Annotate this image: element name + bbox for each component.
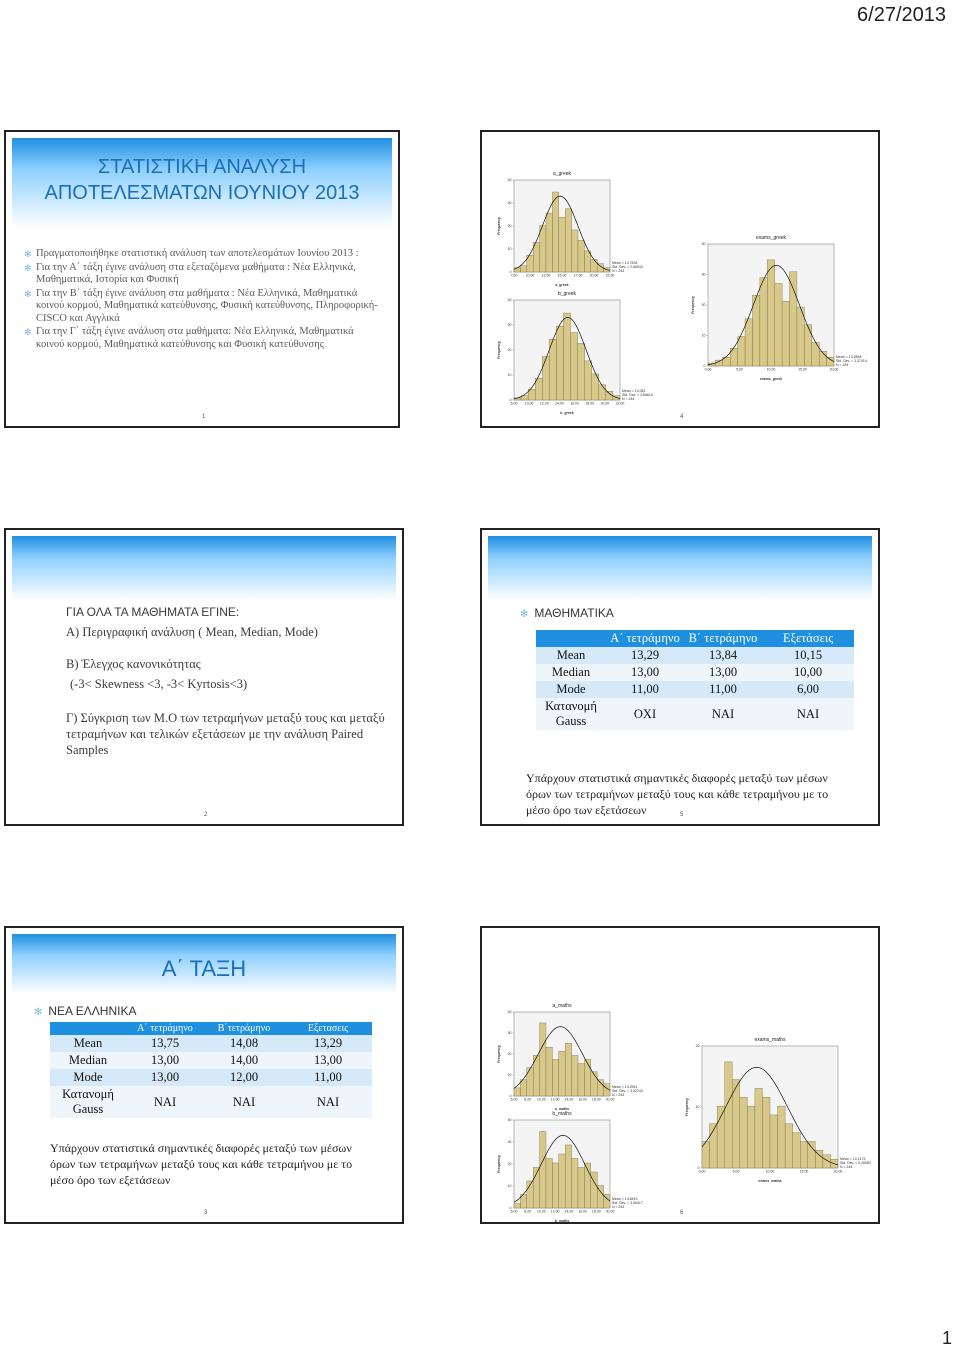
y-tick-label: 30 — [701, 272, 706, 277]
y-tick-label: 10 — [507, 1073, 512, 1078]
y-tick-label: 40 — [507, 298, 512, 303]
x-tick-label: 20,00 — [829, 367, 839, 372]
slide-number: 1 — [202, 414, 206, 420]
stats-text: Mean = 14,082 — [622, 389, 646, 393]
slide-1-title — [6, 154, 398, 206]
x-tick-label: 14,00 — [564, 1209, 574, 1214]
y-tick-label: 30 — [507, 1031, 512, 1036]
chart-title: a_greek — [552, 171, 572, 177]
stats-text: Std. Dev. = 3,37414 — [836, 359, 867, 363]
histogram-bar — [762, 1097, 770, 1168]
x-tick-label: 10,00 — [537, 1097, 546, 1102]
table-cell: 12,00 — [204, 1069, 284, 1086]
y-tick-label: 40 — [507, 1010, 512, 1015]
histogram-bar — [572, 230, 578, 272]
y-tick-label: 30 — [507, 1140, 512, 1145]
histogram-bar — [790, 272, 797, 366]
table-cell: 11,00 — [606, 681, 684, 698]
histogram-bar — [520, 266, 526, 272]
table-cell: 13,00 — [684, 664, 762, 681]
table-row — [536, 647, 854, 664]
y-tick-label: 0 — [509, 1206, 512, 1211]
histogram-a-maths — [494, 1000, 644, 1112]
x-tick-label: 16,00 — [578, 1209, 587, 1214]
y-tick-label: 30 — [507, 201, 512, 206]
histogram-bar — [827, 357, 834, 366]
chart-title: b_maths — [552, 1111, 572, 1117]
x-tick-label: 7,50 — [510, 273, 518, 278]
histogram-bar — [514, 1203, 520, 1208]
table-cell: ΝΑΙ — [762, 698, 854, 730]
histogram-bar — [514, 268, 520, 272]
histogram-bar — [585, 361, 592, 400]
histogram-bar — [514, 1088, 520, 1096]
y-tick-label: 10 — [695, 1105, 700, 1110]
stats-text: Std. Dev. = 2,66616 — [622, 393, 653, 397]
table-header-cell: Β΄ τετράμηνο — [684, 630, 762, 647]
histogram-bar — [563, 313, 570, 400]
histogram-bar — [578, 240, 584, 272]
histogram-bar — [745, 319, 752, 366]
stats-text: N = 244 — [612, 269, 625, 273]
histogram-bar — [591, 1072, 597, 1096]
histogram-bar — [591, 259, 597, 272]
histogram-bar — [552, 192, 558, 272]
table-cell: 14,00 — [204, 1052, 284, 1069]
slide-5-conclusion: Υπάρχουν στατιστικά σημαντικές διαφορές μεταξύ των μέσων όρων των τετραμήνων μεταξύ τους και κάθε τετραμήνου με το μέσο όρο των εξετάσεων — [526, 771, 829, 817]
slide-6 — [480, 926, 880, 1224]
x-tick-label: 12,50 — [541, 273, 551, 278]
bullet-star-icon: ✻ — [520, 609, 529, 620]
histogram-bar — [572, 1055, 578, 1096]
x-tick-label: 5,00 — [736, 367, 743, 372]
x-tick-label: 15,00 — [798, 367, 807, 372]
slide-3-conclusion: Υπάρχουν στατιστικά σημαντικές διαφορές μεταξύ των μέσων όρων των τετραμήνων μεταξύ τους και κάθε τετραμήνου με το μέσο όρο των εξετάσεων — [50, 1141, 353, 1187]
y-tick-label: 40 — [507, 178, 512, 183]
table-row — [50, 1086, 372, 1118]
histogram-bar — [819, 351, 826, 366]
chart-title: a_maths — [552, 1003, 572, 1009]
stats-text: Mean = 10,1475 — [840, 1157, 866, 1161]
y-tick-label: 20 — [507, 1052, 512, 1057]
slide-2-line3: Β) Έλεγχος κανονικότητας — [66, 657, 201, 671]
x-axis-label: exams_maths — [758, 1179, 782, 1183]
histogram-bar — [546, 213, 552, 272]
table-header-cell: Α΄ τετράμηνο — [126, 1022, 204, 1035]
histogram-bar — [584, 251, 590, 272]
x-axis-label: a_maths — [554, 1107, 570, 1111]
header-date: 6/27/2013 — [857, 4, 946, 26]
subject-label: ΝΕΑ ΕΛΛΗΝΙΚΑ — [48, 1004, 137, 1018]
histogram-bar — [715, 360, 722, 366]
stats-text: Mean = 13,8443 — [612, 1197, 638, 1201]
y-axis-label: Frequency — [497, 341, 501, 359]
histogram-bar — [752, 295, 759, 366]
greek-stats-table — [50, 1022, 372, 1118]
stats-text: Std. Dev. = 3,56417 — [612, 1201, 643, 1205]
slide-1 — [4, 130, 400, 428]
histogram-bar — [556, 326, 563, 400]
table-header-cell: Εξετάσεις — [762, 630, 854, 647]
stats-text: N = 244 — [622, 397, 635, 401]
histogram-bar — [549, 339, 556, 400]
x-tick-label: 15,00 — [557, 273, 567, 278]
x-tick-label: 16,00 — [570, 401, 579, 406]
table-cell: 11,00 — [284, 1069, 372, 1086]
x-tick-label: 20,00 — [589, 273, 599, 278]
x-tick-label: 12,00 — [550, 1097, 560, 1102]
table-row — [536, 698, 854, 730]
x-tick-label: 5,00 — [732, 1169, 740, 1174]
y-tick-label: 20 — [507, 348, 512, 353]
histogram-bar — [793, 1133, 801, 1168]
slide-2-content — [66, 604, 394, 758]
x-tick-label: 10,00 — [766, 367, 776, 372]
histogram-bar — [738, 337, 745, 366]
histogram-bar — [546, 1158, 552, 1208]
histogram-bar — [578, 1167, 584, 1208]
histogram-bar — [559, 1154, 565, 1208]
bullet-item: ✻ Για την Α΄ τάξη έγινε ανάλυση στα εξεταζόμενα μαθήματα : Νέα Ελληνικά, Μαθηματικά, Ιστορία και Φυσική — [24, 262, 378, 287]
y-axis-label: Frequency — [497, 217, 501, 235]
histogram-bar — [760, 278, 767, 366]
table-header-cell: Β΄τετράμηνο — [204, 1022, 284, 1035]
x-tick-label: 14,00 — [564, 1097, 574, 1102]
bullet-star-icon: ✻ — [34, 1007, 43, 1018]
histogram-bar — [717, 1106, 725, 1168]
stats-text: Std. Dev. = 3,52244 — [612, 1089, 643, 1093]
slide-1-bullets — [24, 248, 378, 352]
y-tick-label: 0 — [703, 364, 706, 369]
table-cell: 14,08 — [204, 1035, 284, 1052]
histogram-b-maths — [494, 1108, 644, 1224]
table-cell: ΝΑΙ — [684, 698, 762, 730]
histogram-bar — [578, 1064, 584, 1096]
stats-text: Mean = 13,7534 — [612, 261, 638, 265]
histogram-bar — [804, 325, 811, 366]
slide-2-line1: ΓΙΑ ΟΛΑ ΤΑ ΜΑΘΗΜΑΤΑ ΕΓΙΝΕ: — [66, 605, 240, 619]
x-tick-label: 18,00 — [585, 401, 595, 406]
x-tick-label: 20,00 — [605, 1209, 615, 1214]
histogram-bar — [578, 343, 585, 400]
chart-title: b_greek — [557, 291, 577, 297]
x-tick-label: 0,00 — [704, 367, 712, 372]
table-cell: 6,00 — [762, 681, 854, 698]
x-tick-label: 10,00 — [765, 1169, 775, 1174]
histogram-bar — [808, 1141, 816, 1168]
y-axis-label: Frequency — [691, 296, 695, 314]
histogram-bar — [565, 209, 571, 272]
histogram-bar — [740, 1097, 748, 1168]
histogram-bar — [584, 1059, 590, 1096]
histogram-bar — [571, 333, 578, 400]
title-band — [488, 536, 872, 600]
stats-text: N = 244 — [612, 1205, 625, 1209]
table-cell: Κατανομή Gauss — [536, 698, 606, 730]
table-cell: 10,00 — [762, 664, 854, 681]
y-tick-label: 40 — [507, 1118, 512, 1123]
y-tick-label: 20 — [507, 224, 512, 229]
slide-2-line4: (-3< Skewness <3, -3< Kyrtosis<3) — [70, 677, 248, 691]
table-header-cell: Εξετασεις — [284, 1022, 372, 1035]
histogram-bar — [572, 1158, 578, 1208]
y-tick-label: 0 — [697, 1166, 700, 1171]
histogram-bar — [559, 1051, 565, 1096]
histogram-bar — [527, 1068, 533, 1096]
histogram-bar — [599, 385, 606, 400]
y-tick-label: 10 — [701, 333, 706, 338]
slide-5 — [480, 528, 880, 826]
x-tick-label: 14,00 — [555, 401, 564, 406]
histogram-bar — [755, 1088, 763, 1168]
x-tick-label: 22,00 — [615, 401, 625, 406]
histogram-bar — [725, 1062, 733, 1168]
y-tick-label: 0 — [509, 270, 512, 275]
subject-label: ΜΑΘΗΜΑΤΙΚΑ — [534, 606, 614, 620]
slide-3 — [4, 926, 404, 1224]
histogram-bar — [785, 1124, 793, 1168]
chart-title: exams_maths — [754, 1037, 786, 1043]
stats-text: N = 244 — [840, 1165, 853, 1169]
table-cell: ΝΑΙ — [126, 1086, 204, 1118]
histogram-bar — [747, 1106, 755, 1168]
table-cell: ΝΑΙ — [204, 1086, 284, 1118]
table-cell: Median — [50, 1052, 126, 1069]
table-row — [50, 1035, 372, 1052]
x-tick-label: 0,00 — [698, 1169, 706, 1174]
histogram-bar — [565, 1145, 571, 1208]
y-axis-label: Frequency — [497, 1045, 501, 1063]
histogram-bar — [552, 1163, 558, 1208]
slide-1-title-line2: ΑΠΟΤΕΛΕΣΜΑΤΩΝ ΙΟΥΝΙΟΥ 2013 — [44, 182, 360, 204]
histogram-exams-maths — [682, 1034, 872, 1184]
histogram-bar — [546, 1047, 552, 1096]
table-row — [536, 681, 854, 698]
slide-2-line5: Γ) Σύγκριση των Μ.Ο των τετραμήνων μεταξύ τους και μεταξύ τετραμήνων και τελικών εξετάσεων με την ανάλυση Paired Samples — [66, 711, 385, 757]
y-axis-label: Frequency — [685, 1098, 689, 1116]
bullet-item: ✻ Για την Β΄ τάξη έγινε ανάλυση στα μαθήματα : Νέα Ελληνικά, Μαθηματικά κοινού κορμού, Μαθηματικά κατεύθυνσης, Φυσική κατεύθυνσης, Πληροφορική-CISCO και Αγγλικά — [24, 288, 378, 326]
table-header-cell: Α΄ τετράμηνο — [606, 630, 684, 647]
stats-text: N = 244 — [836, 363, 849, 367]
histogram-a-greek — [494, 168, 644, 288]
histogram-bar — [540, 226, 546, 272]
y-tick-label: 30 — [507, 323, 512, 328]
table-header-cell — [50, 1022, 126, 1035]
table-cell: 13,00 — [126, 1052, 204, 1069]
histogram-bar — [540, 1131, 546, 1208]
x-tick-label: 18,00 — [591, 1097, 601, 1102]
stats-text: Mean = 13,2951 — [612, 1085, 638, 1089]
x-tick-label: 10,00 — [524, 401, 534, 406]
y-axis-label: Frequency — [497, 1155, 501, 1173]
table-cell: 10,15 — [762, 647, 854, 664]
bullet-item: ✻ Για την Γ΄ τάξη έγινε ανάλυση στα μαθήματα: Νέα Ελληνικά, Μαθηματικά κοινού κορμού, Μαθηματικά κατεύθυνσης και Φυσική κατεύθυνσης — [24, 326, 378, 351]
x-tick-label: 20,00 — [605, 1097, 615, 1102]
histogram-bar — [797, 307, 804, 366]
y-tick-label: 0 — [509, 398, 512, 403]
slide-2-line2: Α) Περιγραφική ανάλυση ( Mean, Median, Mode) — [66, 625, 318, 639]
y-tick-label: 20 — [701, 303, 706, 308]
slide-number: 6 — [680, 1210, 684, 1216]
histogram-bar — [535, 378, 542, 400]
x-tick-label: 8,00 — [524, 1209, 532, 1214]
histogram-bar — [520, 1080, 526, 1096]
table-cell: 13,84 — [684, 647, 762, 664]
histogram-bar — [565, 1043, 571, 1096]
histogram-bar — [775, 283, 782, 366]
table-row — [536, 664, 854, 681]
table-cell: 11,00 — [684, 681, 762, 698]
x-tick-label: 16,00 — [578, 1097, 587, 1102]
table-cell: Mean — [50, 1035, 126, 1052]
x-axis-label: exams_greek — [759, 377, 783, 381]
histogram-bar — [540, 1023, 546, 1096]
y-tick-label: 20 — [507, 1162, 512, 1167]
y-tick-label: 40 — [701, 242, 706, 247]
histogram-bar — [533, 243, 539, 272]
x-tick-label: 12,00 — [539, 401, 549, 406]
x-tick-label: 20,00 — [600, 401, 610, 406]
bullet-item: ✻ Πραγματοποιήθηκε στατιστική ανάλυση των αποτελεσμάτων Ιουνίου 2013 : — [24, 248, 378, 261]
table-header-row — [536, 630, 854, 647]
histogram-bar — [767, 260, 774, 366]
maths-stats-table — [536, 630, 854, 730]
stats-text: N = 244 — [612, 1093, 625, 1097]
x-axis-label: b_greek — [560, 411, 574, 415]
stats-text: Std. Dev. = 5,26983 — [840, 1161, 871, 1165]
table-cell: 13,75 — [126, 1035, 204, 1052]
table-header-row — [50, 1022, 372, 1035]
x-axis-label: b_maths — [554, 1219, 570, 1223]
histogram-bar — [559, 217, 565, 272]
y-tick-label: 10 — [507, 247, 512, 252]
slide-3-subject — [34, 1004, 136, 1018]
histogram-bar — [542, 357, 549, 400]
x-tick-label: 17,50 — [573, 273, 583, 278]
x-tick-label: 6,00 — [510, 1097, 518, 1102]
x-tick-label: 20,00 — [833, 1169, 843, 1174]
table-cell: Mode — [536, 681, 606, 698]
x-tick-label: 22,50 — [605, 273, 615, 278]
slide-1-title-line1: ΣΤΑΤΙΣΤΙΚΗ ΑΝΑΛΥΣΗ — [97, 156, 307, 178]
table-cell: 13,29 — [284, 1035, 372, 1052]
histogram-bar — [778, 1106, 786, 1168]
x-tick-label: 10,00 — [537, 1209, 546, 1214]
slide-2 — [4, 528, 404, 826]
slide-3-title: Α΄ ΤΑΞΗ — [161, 956, 247, 981]
x-tick-label: 18,00 — [591, 1209, 601, 1214]
x-tick-label: 15,00 — [799, 1169, 809, 1174]
chart-title: exams_greek — [755, 235, 787, 241]
histogram-b-greek — [494, 288, 654, 416]
stats-text: Std. Dev. = 2,66944 — [612, 265, 643, 269]
table-cell: Κατανομή Gauss — [50, 1086, 126, 1118]
table-row — [50, 1052, 372, 1069]
x-axis-label: a_greek — [555, 283, 569, 287]
table-header-cell — [536, 630, 606, 647]
table-cell: ΝΑΙ — [284, 1086, 372, 1118]
x-tick-label: 6,00 — [510, 401, 518, 406]
title-band — [12, 536, 396, 600]
histogram-bar — [770, 1115, 778, 1168]
y-tick-label: 20 — [695, 1044, 700, 1049]
table-cell: Mode — [50, 1069, 126, 1086]
table-cell: 13,00 — [606, 664, 684, 681]
slide-4 — [480, 130, 880, 428]
slide-number: 5 — [680, 812, 684, 818]
slide-number: 3 — [204, 1210, 208, 1216]
table-cell: 13,00 — [126, 1069, 204, 1086]
slide-number: 2 — [204, 812, 208, 818]
x-tick-label: 10,00 — [525, 273, 535, 278]
slide-5-subject — [520, 606, 614, 620]
table-row — [50, 1069, 372, 1086]
table-cell: ΟΧΙ — [606, 698, 684, 730]
x-tick-label: 8,00 — [524, 1097, 532, 1102]
table-cell: Median — [536, 664, 606, 681]
histogram-bar — [552, 1059, 558, 1096]
y-tick-label: 10 — [507, 1184, 512, 1189]
histogram-bar — [782, 301, 789, 366]
page-number: 1 — [941, 1328, 952, 1348]
table-cell: 13,29 — [606, 647, 684, 664]
y-tick-label: 10 — [507, 373, 512, 378]
histogram-exams-greek — [688, 232, 868, 382]
table-cell: 13,00 — [284, 1052, 372, 1069]
x-tick-label: 12,00 — [550, 1209, 560, 1214]
slide-number: 4 — [680, 414, 684, 420]
stats-text: Mean = 13,2868 — [836, 355, 862, 359]
x-tick-label: 6,00 — [510, 1209, 518, 1214]
y-tick-label: 0 — [509, 1094, 512, 1099]
table-cell: Mean — [536, 647, 606, 664]
histogram-bar — [800, 1141, 808, 1168]
